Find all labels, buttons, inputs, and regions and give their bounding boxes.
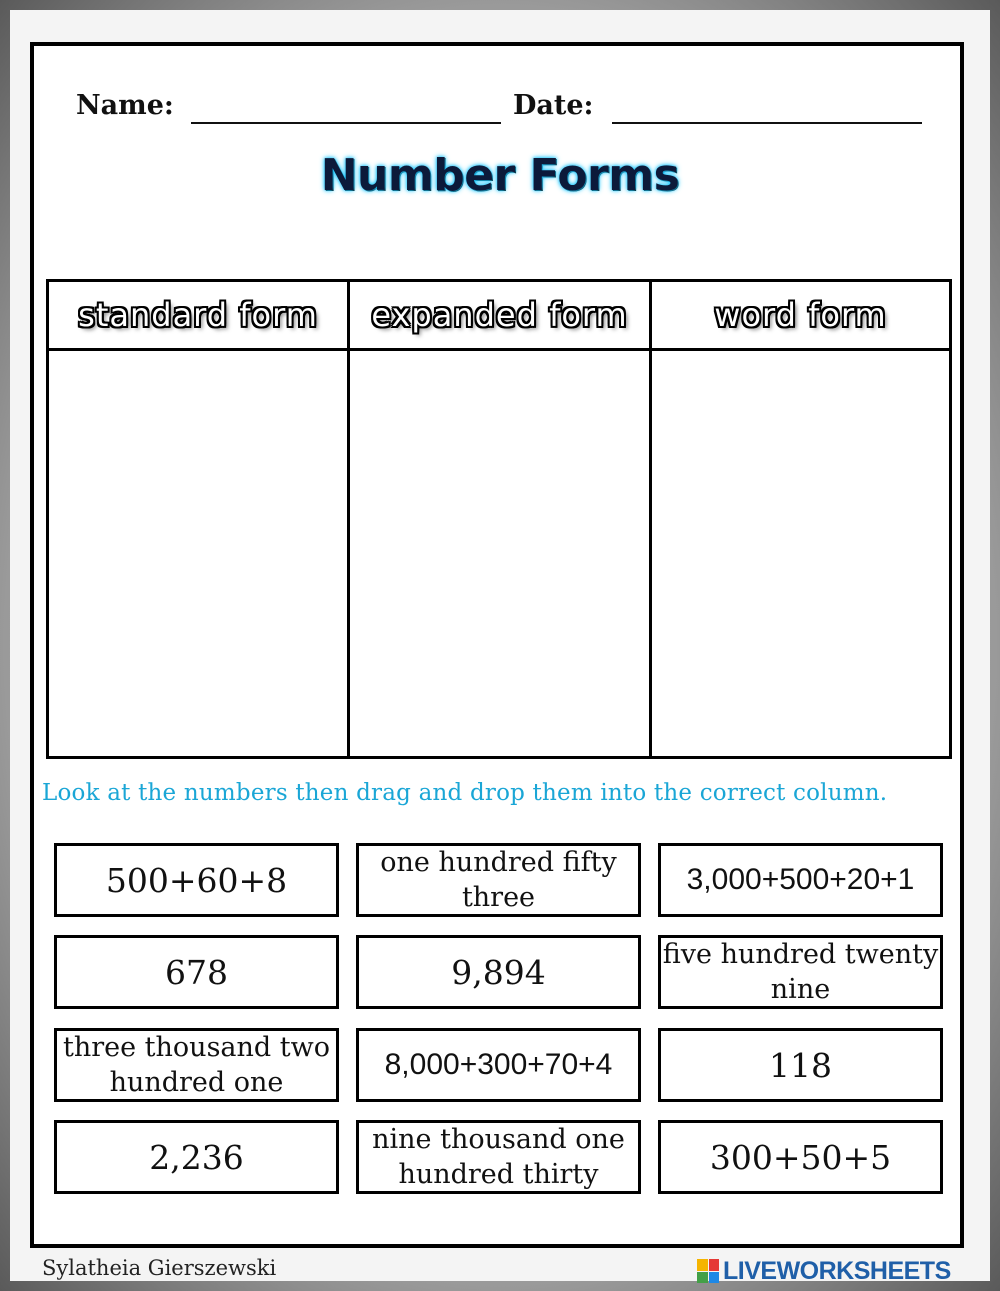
column-header-standard-form: standard form xyxy=(49,282,347,351)
draggable-card[interactable]: 500+60+8 xyxy=(54,843,339,917)
brand-logo-icon xyxy=(697,1259,719,1283)
draggable-card[interactable]: 9,894 xyxy=(356,935,641,1009)
brand-logo[interactable] xyxy=(697,1256,951,1286)
column-standard-form xyxy=(49,282,350,756)
drop-zone-expanded-form[interactable] xyxy=(350,351,649,757)
column-header-expanded-form: expanded form xyxy=(350,282,649,351)
draggable-card[interactable]: 118 xyxy=(658,1028,943,1102)
drop-zone-word-form[interactable] xyxy=(652,351,949,757)
sorting-table xyxy=(46,279,952,759)
name-label: Name: xyxy=(76,90,174,121)
draggable-card[interactable]: 2,236 xyxy=(54,1120,339,1194)
draggable-card[interactable]: 3,000+500+20+1 xyxy=(658,843,943,917)
draggable-card[interactable]: five hundred twenty nine xyxy=(658,935,943,1009)
name-date-row xyxy=(76,90,936,130)
instruction-text: Look at the numbers then drag and drop them into the correct column. xyxy=(42,780,888,806)
column-word-form xyxy=(652,282,949,756)
draggable-card[interactable]: 300+50+5 xyxy=(658,1120,943,1194)
page-title: Number Forms xyxy=(320,150,680,201)
name-field-line xyxy=(191,122,501,124)
date-label: Date: xyxy=(513,90,594,121)
column-header-word-form: word form xyxy=(652,282,949,351)
column-expanded-form xyxy=(350,282,652,756)
draggable-card[interactable]: one hundred fifty three xyxy=(356,843,641,917)
author-credit: Sylatheia Gierszewski xyxy=(42,1256,277,1280)
draggable-card[interactable]: 678 xyxy=(54,935,339,1009)
draggable-card[interactable]: three thousand two hundred one xyxy=(54,1028,339,1102)
date-field-line xyxy=(612,122,922,124)
drop-zone-standard-form[interactable] xyxy=(49,351,347,757)
brand-name: LIVEWORKSHEETS xyxy=(723,1256,951,1285)
draggable-card[interactable]: nine thousand one hundred thirty xyxy=(356,1120,641,1194)
draggable-card[interactable]: 8,000+300+70+4 xyxy=(356,1028,641,1102)
